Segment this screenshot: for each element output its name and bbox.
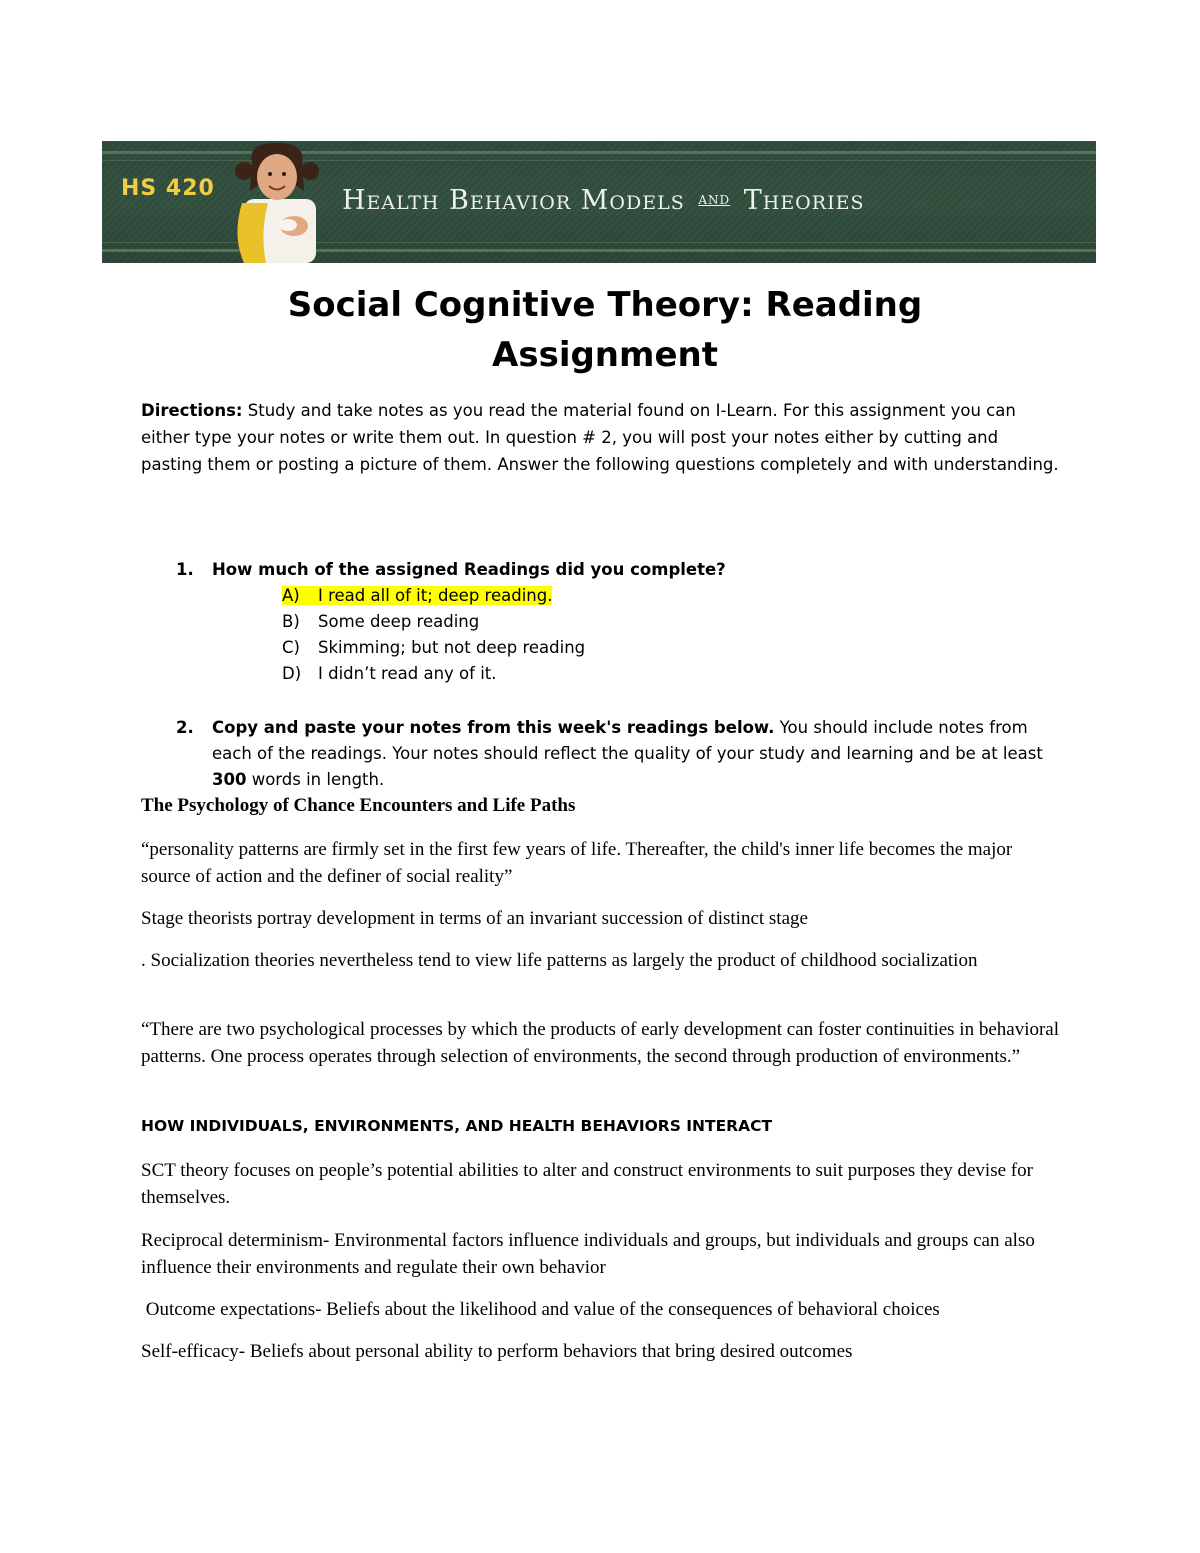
question-2-text-a: You should include notes from each of the readings. Your notes should reflect the quality of your study and learning and be at least <box>212 718 1043 763</box>
banner-title <box>342 185 864 216</box>
question-1-text: How much of the assigned Readings did you complete? <box>212 560 726 579</box>
option-a-letter: A) <box>282 586 300 605</box>
option-c <box>282 635 585 661</box>
notes-paragraph: SCT theory focuses on people’s potential abilities to alter and construct environments to suit purposes they devise for themselves. <box>141 1160 1033 1208</box>
question-1-number: 1. <box>176 560 194 579</box>
option-d <box>282 661 497 687</box>
option-b-text: Some deep reading <box>318 612 480 631</box>
course-code: HS 420 <box>121 176 215 201</box>
child-washing-hands-image <box>222 141 332 263</box>
notes-paragraph: “personality patterns are firmly set in the first few years of life. Thereafter, the child's inner life becomes the major source of action and the definer of social reality” <box>141 839 1013 887</box>
directions-label: Directions: <box>141 401 243 420</box>
notes-paragraph: Outcome expectations- Beliefs about the likelihood and value of the consequences of behavioral choices <box>141 1299 940 1320</box>
option-d-letter: D) <box>282 664 302 683</box>
notes-paragraph: Reciprocal determinism- Environmental factors influence individuals and groups, but individuals and groups can also influence their environments and regulate their own behavior <box>141 1230 1035 1278</box>
question-2-text-b: words in length. <box>246 770 385 789</box>
banner-title-part2: Theories <box>743 185 865 216</box>
directions-paragraph <box>141 397 1061 478</box>
notes-paragraph: . Socialization theories nevertheless tend to view life patterns as largely the product of childhood socialization <box>141 950 978 971</box>
course-banner <box>102 141 1096 263</box>
notes-paragraph: “There are two psychological processes by which the products of early development can foster continuities in behavioral patterns. One process operates through selection of environments, the second through production of environments.” <box>141 1019 1060 1067</box>
notes-paragraph: Self-efficacy- Beliefs about personal ability to perform behaviors that bring desired outcomes <box>141 1341 853 1362</box>
banner-title-part1: Health Behavior Models <box>342 185 685 216</box>
option-a <box>282 583 552 609</box>
option-d-text: I didn’t read any of it. <box>318 664 497 683</box>
option-b-letter: B) <box>282 612 300 631</box>
document-title <box>150 280 1060 380</box>
document-title-line2: Assignment <box>492 335 718 375</box>
notes-heading-interact: HOW INDIVIDUALS, ENVIRONMENTS, AND HEALTH BEHAVIORS INTERACT <box>141 1117 773 1135</box>
question-2-bold: Copy and paste your notes from this week's readings below. <box>212 718 775 737</box>
option-c-text: Skimming; but not deep reading <box>318 638 586 657</box>
question-2-word-count: 300 <box>212 770 247 789</box>
option-a-text: I read all of it; deep reading. <box>318 586 553 605</box>
option-c-letter: C) <box>282 638 300 657</box>
banner-title-and: and <box>698 189 731 209</box>
notes-heading-chance-encounters: The Psychology of Chance Encounters and Life Paths <box>141 795 576 816</box>
option-b <box>282 609 479 635</box>
question-2-number: 2. <box>176 718 194 737</box>
document-title-line1: Social Cognitive Theory: Reading <box>287 285 923 325</box>
directions-text: Study and take notes as you read the material found on I-Learn. For this assignment you can either type your notes or write them out. In question # 2, you will post your notes either by cutting and pasting them or posting a picture of them. Answer the following questions completely and with understanding. <box>141 401 1059 474</box>
notes-paragraph: Stage theorists portray development in terms of an invariant succession of distinct stage <box>141 908 808 929</box>
question-2-text <box>212 715 1052 793</box>
